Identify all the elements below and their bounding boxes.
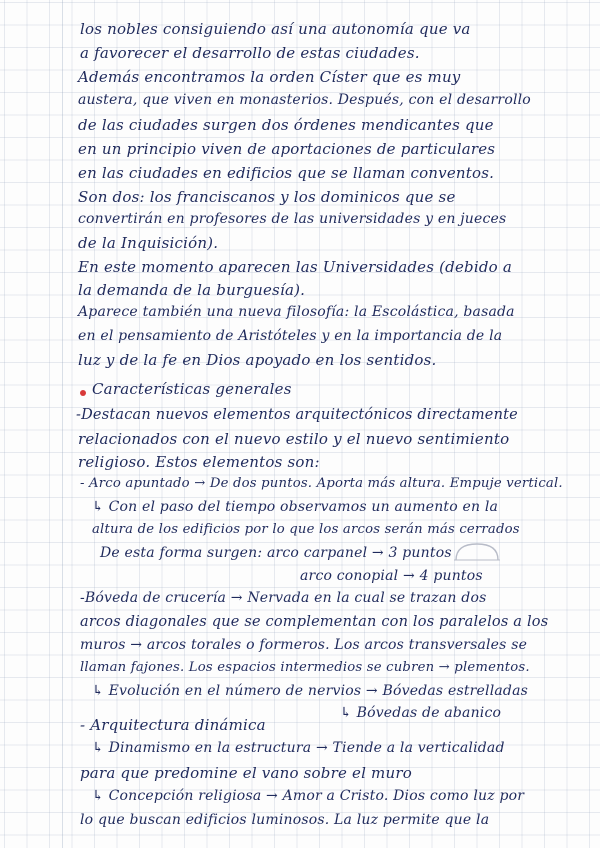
note-line: a favorecer el desarrollo de estas ciudades. [80,44,420,62]
note-line: -Destacan nuevos elementos arquitectónicos directamente [76,407,518,423]
note-line: en las ciudades en edificios que se llaman conventos. [78,164,495,182]
section-heading: Características generales [92,380,292,398]
note-line: ↳ Evolución en el número de nervios → Bóvedas estrelladas [92,683,529,699]
note-line: religioso. Estos elementos son: [78,453,320,471]
section-heading: - Arquitectura dinámica [80,716,266,734]
note-line: en un principio viven de aportaciones de particulares [78,140,496,158]
note-line: los nobles consiguiendo así una autonomía que va [80,20,471,38]
red-bullet-icon [80,390,86,396]
note-line: De esta forma surgen: arco carpanel → 3 puntos [100,545,452,561]
note-line: para que predomine el vano sobre el muro [80,764,412,782]
note-line: en el pensamiento de Aristóteles y en la importancia de la [78,328,503,344]
note-line: luz y de la fe en Dios apoyado en los sentidos. [78,351,437,369]
note-line: convertirán en profesores de las universidades y en jueces [78,211,507,227]
note-line: la demanda de la burguesía). [78,281,306,299]
note-line: de la Inquisición). [78,234,219,252]
note-line: arcos diagonales que se complementan con los paralelos a los [80,614,549,630]
note-line: muros → arcos torales o formeros. Los arcos transversales se [80,637,528,653]
note-line: ↳ Dinamismo en la estructura → Tiende a la verticalidad [92,740,505,756]
note-line: ↳ Concepción religiosa → Amor a Cristo. Dios como luz por [92,788,525,804]
note-line: arco conopial → 4 puntos [300,568,483,584]
note-line: relacionados con el nuevo estilo y el nuevo sentimiento [78,430,510,448]
note-line: ↳ Con el paso del tiempo observamos un aumento en la [92,499,499,515]
note-line: Aparece también una nueva filosofía: la Escolástica, basada [78,304,515,320]
note-line: - Arco apuntado → De dos puntos. Aporta más altura. Empuje vertical. [80,476,563,491]
note-line: Además encontramos la orden Císter que es muy [78,68,461,86]
note-line: ↳ Bóvedas de abanico [340,705,502,721]
note-line: de las ciudades surgen dos órdenes mendicantes que [78,116,494,134]
note-line: llaman fajones. Los espacios intermedios se cubren → plementos. [80,660,530,675]
note-line: lo que buscan edificios luminosos. La luz permite que la [80,812,490,828]
note-line: -Bóveda de crucería → Nervada en la cual se trazan dos [80,590,487,606]
note-line: altura de los edificios por lo que los arcos serán más cerrados [92,522,520,537]
note-line: En este momento aparecen las Universidades (debido a [78,258,512,276]
arch-sketch-icon [452,540,502,564]
note-line: Son dos: los franciscanos y los dominicos que se [78,188,456,206]
note-line: austera, que viven en monasterios. Después, con el desarrollo [78,92,531,108]
